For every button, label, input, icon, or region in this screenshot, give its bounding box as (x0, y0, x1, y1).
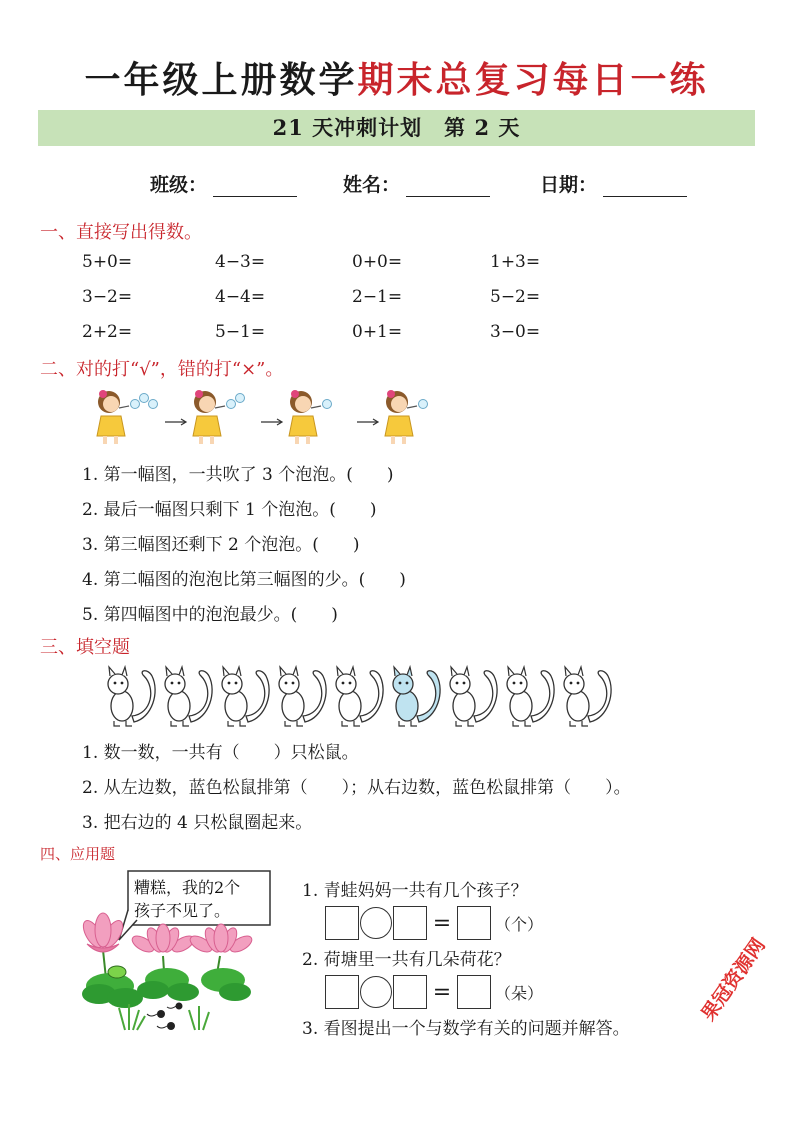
answer-boxes-2[interactable] (325, 975, 543, 1009)
equation: 0+0= (352, 252, 403, 272)
hair-bow (291, 390, 299, 398)
judge-question: 5. 第四幅图中的泡泡最少。( ) (82, 605, 338, 625)
girl-figure (289, 390, 378, 444)
squirrel-eye (285, 682, 288, 685)
judge-question: 4. 第二幅图的泡泡比第三幅图的少。( ) (82, 570, 406, 590)
bubble-wand (119, 406, 129, 408)
equation: 0+1= (352, 322, 403, 342)
bubble (131, 400, 140, 409)
unit-label: （朵） (495, 983, 544, 1003)
name-label: 姓名： (343, 174, 401, 196)
squirrel-body (282, 691, 304, 721)
squirrel-feet (399, 721, 417, 726)
squirrel-body (225, 691, 247, 721)
squirrel-tail (246, 671, 269, 722)
answer-box[interactable] (393, 906, 427, 940)
tadpoles (147, 1003, 183, 1031)
lily-pad (167, 983, 199, 1001)
girl-face (295, 396, 311, 412)
class-field[interactable] (150, 170, 297, 197)
equation: 5+0= (82, 252, 133, 272)
girl-leg (402, 436, 406, 444)
squirrel-ear (293, 667, 298, 676)
girl-leg (210, 436, 214, 444)
squirrel-eye (513, 682, 516, 685)
squirrel-ear (464, 667, 469, 676)
squirrel-head (393, 674, 413, 694)
worksheet-title (0, 52, 793, 103)
squirrel-ear (350, 667, 355, 676)
date-field[interactable] (540, 170, 687, 197)
squirrel (507, 667, 554, 726)
bubble (149, 400, 158, 409)
squirrel-head (222, 674, 242, 694)
lotus-flower (130, 924, 197, 955)
fill-question: 1. 数一数，一共有（ ）只松鼠。 (82, 743, 359, 763)
squirrel-body (453, 691, 475, 721)
squirrel-row-illustration (102, 666, 612, 728)
squirrel-eye (456, 682, 459, 685)
date-label: 日期： (540, 174, 598, 196)
answer-box[interactable] (393, 975, 427, 1009)
squirrel-feet (285, 721, 303, 726)
operator-circle[interactable] (360, 907, 392, 939)
squirrel-body (396, 691, 418, 721)
squirrel-tail (360, 671, 383, 722)
app-question: 3. 看图提出一个与数学有关的问题并解答。 (302, 1019, 630, 1039)
class-label: 班级： (150, 174, 208, 196)
squirrel-feet (228, 721, 246, 726)
app-question: 1. 青蛙妈妈一共有几个孩子？ (302, 881, 528, 901)
squirrel-tail (303, 671, 326, 722)
section3-heading: 三、填空题 (40, 637, 130, 658)
date-blank[interactable] (603, 178, 687, 197)
squirrel-ear (521, 667, 526, 676)
judge-question: 2. 最后一幅图只剩下 1 个泡泡。( ) (82, 500, 377, 520)
squirrel (165, 667, 212, 726)
hair-bow (195, 390, 203, 398)
watermark: 果冠资源网 (697, 934, 770, 1025)
squirrel-head (108, 674, 128, 694)
answer-box[interactable] (325, 975, 359, 1009)
squirrel-ear (236, 667, 241, 676)
section1-heading: 一、直接写出得数。 (40, 222, 202, 243)
girl-leg (391, 436, 395, 444)
squirrel-head (507, 674, 527, 694)
lily-pad (137, 981, 169, 999)
bubble-wand (407, 406, 417, 408)
squirrel-ear (407, 667, 412, 676)
squirrel-eye (577, 682, 580, 685)
girl-dress (385, 416, 413, 436)
girl-figure (97, 390, 186, 444)
squirrel-head (279, 674, 299, 694)
squirrel-ear (122, 667, 127, 676)
lotus-flower (79, 913, 126, 952)
plan-banner: 21 天冲刺计划 第 2 天 (38, 110, 755, 146)
squirrel (279, 667, 326, 726)
name-field[interactable] (343, 170, 490, 197)
squirrel-eye (342, 682, 345, 685)
squirrel (564, 667, 611, 726)
girl-leg (306, 436, 310, 444)
girl-leg (295, 436, 299, 444)
equation: 5−2= (490, 287, 541, 307)
squirrel-ear (578, 667, 583, 676)
squirrel-body (339, 691, 361, 721)
lotus-pond-illustration (75, 868, 275, 1043)
girl-dress (289, 416, 317, 436)
squirrel-body (168, 691, 190, 721)
squirrel (108, 667, 155, 726)
equals-sign: = (432, 979, 452, 1005)
class-blank[interactable] (213, 178, 297, 197)
girl-leg (114, 436, 118, 444)
squirrel-eye (520, 682, 523, 685)
squirrel-eye (349, 682, 352, 685)
girl-face (199, 396, 215, 412)
unit-label: （个） (495, 914, 544, 934)
bubble-wand (215, 406, 225, 408)
girl-face (103, 396, 119, 412)
squirrel-eye (235, 682, 238, 685)
equals-sign: = (432, 910, 452, 936)
squirrel-body (510, 691, 532, 721)
judge-question: 1. 第一幅图，一共吹了 3 个泡泡。( ) (82, 465, 394, 485)
squirrel-feet (342, 721, 360, 726)
squirrel-feet (513, 721, 531, 726)
bubble-wand (311, 406, 321, 408)
equation: 2+2= (82, 322, 133, 342)
squirrel-head (450, 674, 470, 694)
equation: 3−0= (490, 322, 541, 342)
answer-boxes-1[interactable] (325, 906, 543, 940)
hair-bow (99, 390, 107, 398)
squirrel-eye (171, 682, 174, 685)
squirrel-eye (292, 682, 295, 685)
squirrel (450, 667, 497, 726)
fill-question: 3. 把右边的 4 只松鼠圈起来。 (82, 813, 313, 833)
girl-face (391, 396, 407, 412)
squirrel-eye (406, 682, 409, 685)
equation: 1+3= (490, 252, 541, 272)
bubble-girls-illustration (95, 388, 475, 448)
judge-question: 3. 第三幅图还剩下 2 个泡泡。( ) (82, 535, 360, 555)
girl-leg (103, 436, 107, 444)
squirrel-tail (132, 671, 155, 722)
squirrel-ear (179, 667, 184, 676)
squirrel-tail (189, 671, 212, 722)
equation: 5−1= (215, 322, 266, 342)
girl-leg (199, 436, 203, 444)
title-black-part: 一年级上册数学 (84, 60, 358, 101)
equation: 4−3= (215, 252, 266, 272)
answer-box[interactable] (457, 906, 491, 940)
bubble (236, 394, 245, 403)
bubble (419, 400, 428, 409)
squirrel-eye (399, 682, 402, 685)
speech-line-1: 糟糕，我的2个 (134, 878, 241, 897)
squirrel-tail (417, 671, 440, 722)
lotus-flower (188, 924, 255, 955)
name-blank[interactable] (406, 178, 490, 197)
answer-box[interactable] (325, 906, 359, 940)
squirrel-body (111, 691, 133, 721)
bubble (140, 394, 149, 403)
equation: 4−4= (215, 287, 266, 307)
blue-squirrel (393, 667, 440, 726)
app-question: 2. 荷塘里一共有几朵荷花？ (302, 950, 511, 970)
speech-line-2: 孩子不见了。 (134, 901, 231, 920)
title-red-part: 期末总复习每日一练 (357, 60, 709, 101)
squirrel-head (165, 674, 185, 694)
squirrel-eye (570, 682, 573, 685)
squirrel-eye (463, 682, 466, 685)
squirrel-tail (531, 671, 554, 722)
squirrel-tail (588, 671, 611, 722)
section4-heading: 四、应用题 (40, 845, 116, 863)
squirrel-feet (570, 721, 588, 726)
bubble (323, 400, 332, 409)
squirrel-eye (178, 682, 181, 685)
section2-heading: 二、对的打“√”，错的打“×”。 (40, 359, 284, 380)
squirrel-feet (171, 721, 189, 726)
grass (119, 1004, 209, 1030)
squirrel (336, 667, 383, 726)
equation: 2−1= (352, 287, 403, 307)
operator-circle[interactable] (360, 976, 392, 1008)
squirrel-eye (228, 682, 231, 685)
answer-box[interactable] (457, 975, 491, 1009)
frog (108, 966, 126, 978)
girl-dress (97, 416, 125, 436)
squirrel-head (564, 674, 584, 694)
bubble (227, 400, 236, 409)
squirrel-eye (114, 682, 117, 685)
squirrel-body (567, 691, 589, 721)
squirrel-eye (121, 682, 124, 685)
squirrel-feet (456, 721, 474, 726)
girl-figure (385, 390, 428, 444)
girl-figure (193, 390, 282, 444)
squirrel (222, 667, 269, 726)
lily-pad (219, 983, 251, 1001)
girl-dress (193, 416, 221, 436)
hair-bow (387, 390, 395, 398)
equation: 3−2= (82, 287, 133, 307)
squirrel-head (336, 674, 356, 694)
squirrel-feet (114, 721, 132, 726)
squirrel-tail (474, 671, 497, 722)
fill-question: 2. 从左边数，蓝色松鼠排第（ ）；从右边数，蓝色松鼠排第（ ）。 (82, 778, 631, 798)
